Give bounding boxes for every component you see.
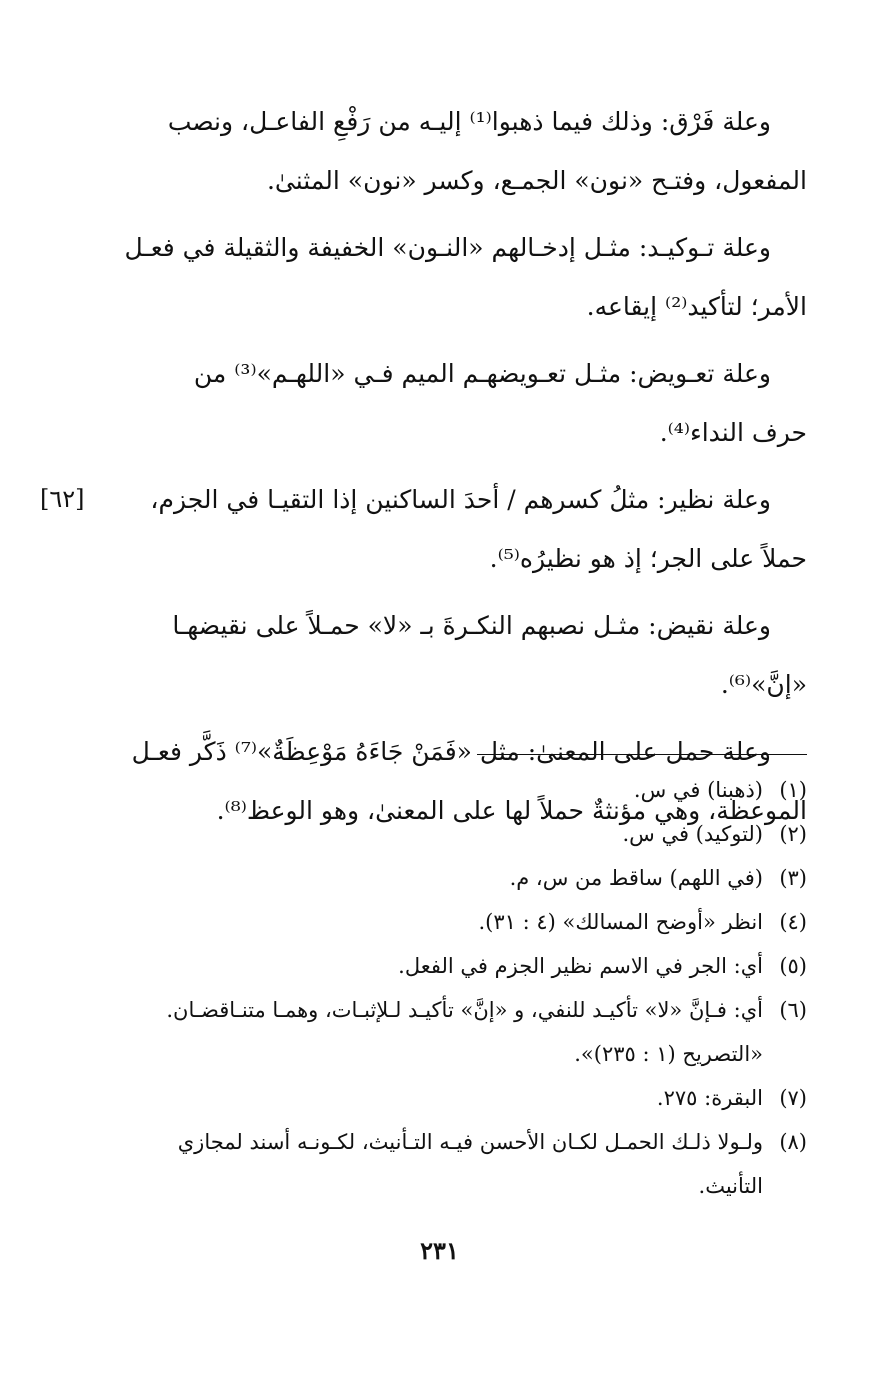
text-line: الموعظة، وهي مؤنثةٌ حملاً لها على المعنىٰ، وهو الوعظ⁽⁸⁾. [216,796,807,825]
footnote-continuation: التأنيث. [698,1174,763,1198]
footnote [97,1076,807,1120]
footnote [97,856,807,900]
footnote [97,1120,807,1208]
footnote [97,768,807,812]
footnote-text: انظر «أوضح المسالك» (٤ : ٣١). [478,910,763,934]
footnote-text: أي: فـإنَّ «لا» تأكيـد للنفي، و «إنَّ» تأكيـد لـلإثبـات، وهمـا متنـاقضـان. [166,998,763,1022]
margin-page-reference: [٦٢] [40,485,85,513]
text-line: وعلة تـوكيـد: مثـل إدخـالهم «النـون» الخفيفة والثقيلة في فعـل [124,233,771,262]
footnote-text: (لتوكيد) في س. [622,822,763,846]
footnote-continuation: «التصريح (١ : ٢٣٥)». [574,1042,763,1066]
footnote-number: (٦) [779,998,807,1022]
footnote-text: أي: الجر في الاسم نظير الجزم في الفعل. [398,954,763,978]
footnotes [97,768,807,1208]
paragraph-taawid [107,344,807,462]
text-line: حرف النداء⁽⁴⁾. [659,418,807,447]
footnote-text: (ذهبنا) في س. [633,778,763,802]
footnote-number: (٧) [779,1086,807,1110]
paragraph-nazir [40,470,807,588]
footnote-number: (٢) [779,822,807,846]
paragraph-tawkid [107,218,807,336]
footnote-number: (١) [779,778,807,802]
paragraph-naqid [107,596,807,714]
footnote-number: (٤) [779,910,807,934]
footnote-number: (٨) [779,1130,807,1154]
footnote [97,900,807,944]
text-line: «إنَّ»⁽⁶⁾. [720,670,807,699]
footnote-text: البقرة: ٢٧٥. [656,1086,763,1110]
text-line: الأمر؛ لتأكيد⁽²⁾ إيقاعه. [586,292,807,321]
page-number: ٢٣١ [420,1236,459,1265]
text-line: المفعول، وفتـح «نون» الجمـع، وكسر «نون» المثنىٰ. [266,166,807,195]
footnote-text: ولـولا ذلـك الحمـل لكـان الأحسن فيـه التـأنيث، لكـونـه أسند لمجازي [177,1130,763,1154]
text-line: حملاً على الجر؛ إذ هو نظيرُه⁽⁵⁾. [489,544,807,573]
footnote-number: (٥) [779,954,807,978]
footnote [97,812,807,856]
text-line: وعلة حمل على المعنىٰ: مثل «فَمَنْ جَاءَهُ مَوْعِظَةٌ»⁽⁷⁾ ذَكَّر فعـل [131,737,771,766]
text-line: وعلة تعـويض: مثـل تعـويضهـم الميم فـي «اللهـم»⁽³⁾ من [193,359,771,388]
text-line: وعلة نظير: مثلُ كسرهم / أحدَ الساكنين إذا التقيـا في الجزم، [150,485,771,514]
text-line: وعلة نقيض: مثـل نصبهم النكـرةَ بـ «لا» حمـلاً على نقيضهـا [172,611,771,640]
footnote-number: (٣) [779,866,807,890]
footnote [97,944,807,988]
main-text [40,92,807,848]
footnote [97,988,807,1076]
text-line: وعلة فَرْق: وذلك فيما ذهبوا⁽¹⁾ إليـه من رَفْعِ الفاعـل، ونصب [167,107,771,136]
paragraph-farq [107,92,807,210]
footnote-separator [477,754,807,755]
footnote-text: (في اللهم) ساقط من س، م. [509,866,763,890]
